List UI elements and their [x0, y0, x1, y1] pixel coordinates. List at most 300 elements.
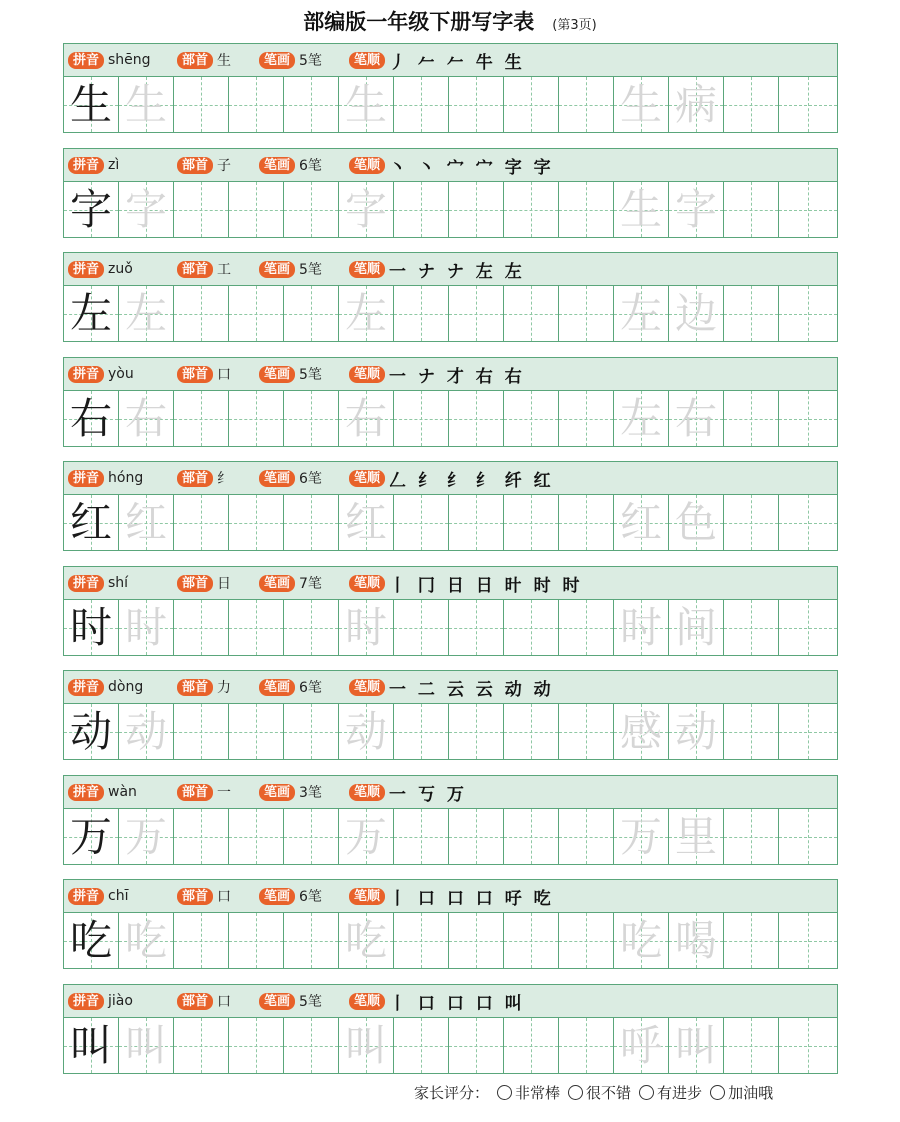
stroke-order-badge: 笔顺	[349, 679, 385, 696]
writing-cell[interactable]	[724, 286, 779, 341]
stroke-count-value: 3笔	[299, 785, 322, 801]
radio-circle-icon[interactable]	[710, 1085, 725, 1100]
rating-option-good[interactable]: 很不错	[568, 1082, 631, 1103]
model-character: 生	[69, 79, 112, 129]
trace-character: 万	[619, 811, 662, 861]
stroke-count-field	[259, 259, 322, 279]
writing-cell[interactable]	[614, 913, 669, 968]
pinyin-field	[68, 888, 128, 905]
stroke-order-value: 丨 口 口 口 叫	[389, 993, 525, 1014]
stroke-count-badge: 笔画	[259, 993, 295, 1010]
stroke-count-badge: 笔画	[259, 261, 295, 278]
character-info-bar	[64, 358, 837, 391]
writing-cell[interactable]	[669, 1018, 724, 1073]
stroke-count-field	[259, 782, 322, 802]
trace-character: 字	[674, 184, 717, 234]
stroke-count-field	[259, 677, 322, 697]
stroke-count-badge: 笔画	[259, 157, 295, 174]
writing-cell[interactable]	[284, 495, 339, 550]
stroke-order-badge: 笔顺	[349, 575, 385, 592]
writing-cell[interactable]	[174, 286, 229, 341]
pinyin-badge: 拼音	[68, 52, 104, 69]
writing-cell[interactable]	[779, 495, 837, 550]
character-block	[63, 984, 838, 1074]
trace-character: 红	[124, 497, 167, 547]
stroke-count-badge: 笔画	[259, 679, 295, 696]
writing-cell[interactable]	[559, 286, 614, 341]
character-block	[63, 670, 838, 760]
stroke-count-badge: 笔画	[259, 52, 295, 69]
pinyin-field	[68, 470, 143, 487]
radical-value: 口	[217, 994, 232, 1010]
writing-cell[interactable]	[229, 1018, 284, 1073]
pinyin-badge: 拼音	[68, 784, 104, 801]
writing-cell[interactable]	[724, 600, 779, 655]
writing-cell[interactable]	[339, 809, 394, 864]
trace-character: 万	[124, 811, 167, 861]
model-character: 叫	[69, 1020, 112, 1070]
pinyin-value: yòu	[108, 366, 134, 382]
stroke-order-field	[349, 675, 554, 700]
writing-cell[interactable]	[779, 809, 837, 864]
pinyin-field	[68, 784, 137, 801]
radical-badge: 部首	[177, 888, 213, 905]
trace-character: 红	[619, 497, 662, 547]
writing-cell[interactable]	[449, 1018, 504, 1073]
stroke-order-badge: 笔顺	[349, 52, 385, 69]
writing-cell[interactable]	[614, 495, 669, 550]
writing-cell[interactable]	[119, 391, 174, 446]
writing-cell[interactable]	[669, 809, 724, 864]
model-character: 右	[69, 393, 112, 443]
writing-cell[interactable]	[504, 391, 559, 446]
writing-cell[interactable]	[284, 704, 339, 759]
writing-grid	[64, 1018, 837, 1073]
writing-cell[interactable]	[504, 1018, 559, 1073]
trace-character: 万	[344, 811, 387, 861]
trace-character: 左	[619, 288, 662, 338]
writing-cell[interactable]	[64, 286, 119, 341]
writing-cell[interactable]	[284, 182, 339, 237]
writing-cell[interactable]	[394, 391, 449, 446]
stroke-order-badge: 笔顺	[349, 157, 385, 174]
stroke-order-field	[349, 884, 554, 909]
model-character: 动	[69, 706, 112, 756]
pinyin-value: jiào	[108, 993, 133, 1009]
trace-character: 字	[344, 184, 387, 234]
writing-cell[interactable]	[119, 286, 174, 341]
pinyin-badge: 拼音	[68, 679, 104, 696]
writing-cell[interactable]	[119, 1018, 174, 1073]
trace-character: 红	[344, 497, 387, 547]
radio-circle-icon[interactable]	[497, 1085, 512, 1100]
writing-cell[interactable]	[559, 77, 614, 132]
writing-cell[interactable]	[394, 77, 449, 132]
trace-character: 字	[124, 184, 167, 234]
writing-cell[interactable]	[559, 391, 614, 446]
pinyin-badge: 拼音	[68, 575, 104, 592]
page-title: 部编版一年级下册写字表	[303, 9, 535, 34]
radical-field	[177, 468, 231, 488]
writing-cell[interactable]	[614, 391, 669, 446]
trace-character: 呼	[619, 1020, 662, 1070]
writing-cell[interactable]	[504, 913, 559, 968]
writing-cell[interactable]	[174, 704, 229, 759]
writing-cell[interactable]	[724, 77, 779, 132]
writing-cell[interactable]	[64, 77, 119, 132]
stroke-count-field	[259, 886, 322, 906]
writing-cell[interactable]	[284, 77, 339, 132]
pinyin-value: zì	[108, 157, 120, 173]
trace-character: 生	[619, 184, 662, 234]
writing-cell[interactable]	[449, 77, 504, 132]
trace-character: 病	[674, 79, 717, 129]
writing-cell[interactable]	[119, 809, 174, 864]
writing-cell[interactable]	[284, 1018, 339, 1073]
writing-cell[interactable]	[284, 391, 339, 446]
writing-cell[interactable]	[64, 809, 119, 864]
writing-cell[interactable]	[339, 286, 394, 341]
writing-cell[interactable]	[449, 809, 504, 864]
trace-character: 吃	[619, 915, 662, 965]
writing-cell[interactable]	[724, 704, 779, 759]
writing-cell[interactable]	[229, 286, 284, 341]
writing-cell[interactable]	[229, 704, 284, 759]
writing-cell[interactable]	[339, 704, 394, 759]
radical-field	[177, 155, 231, 175]
writing-cell[interactable]	[614, 286, 669, 341]
writing-cell[interactable]	[449, 391, 504, 446]
stroke-count-field	[259, 155, 322, 175]
stroke-count-badge: 笔画	[259, 366, 295, 383]
writing-cell[interactable]	[779, 600, 837, 655]
writing-cell[interactable]	[394, 182, 449, 237]
writing-grid	[64, 77, 837, 132]
stroke-order-field	[349, 48, 525, 73]
writing-cell[interactable]	[119, 704, 174, 759]
pinyin-field	[68, 679, 143, 696]
writing-cell[interactable]	[504, 600, 559, 655]
writing-cell[interactable]	[174, 182, 229, 237]
writing-cell[interactable]	[119, 182, 174, 237]
radical-value: 纟	[217, 471, 232, 487]
stroke-count-badge: 笔画	[259, 575, 295, 592]
pinyin-field	[68, 52, 151, 69]
writing-cell[interactable]	[64, 495, 119, 550]
writing-cell[interactable]	[669, 286, 724, 341]
writing-cell[interactable]	[504, 286, 559, 341]
character-info-bar	[64, 253, 837, 286]
writing-cell[interactable]	[449, 182, 504, 237]
writing-cell[interactable]	[284, 600, 339, 655]
writing-cell[interactable]	[559, 600, 614, 655]
trace-character: 时	[124, 602, 167, 652]
parent-rating	[414, 1082, 773, 1103]
writing-cell[interactable]	[449, 600, 504, 655]
radical-value: 子	[217, 158, 232, 174]
writing-cell[interactable]	[614, 600, 669, 655]
writing-cell[interactable]	[339, 495, 394, 550]
writing-cell[interactable]	[339, 391, 394, 446]
writing-cell[interactable]	[504, 182, 559, 237]
writing-cell[interactable]	[724, 391, 779, 446]
pinyin-badge: 拼音	[68, 157, 104, 174]
writing-cell[interactable]	[449, 286, 504, 341]
writing-cell[interactable]	[229, 495, 284, 550]
stroke-count-value: 6笔	[299, 889, 322, 905]
writing-cell[interactable]	[559, 182, 614, 237]
page-header	[0, 0, 900, 36]
writing-cell[interactable]	[449, 913, 504, 968]
stroke-count-field	[259, 991, 322, 1011]
character-info-bar	[64, 44, 837, 77]
stroke-count-value: 5笔	[299, 262, 322, 278]
writing-cell[interactable]	[669, 391, 724, 446]
stroke-order-field	[349, 989, 525, 1014]
writing-cell[interactable]	[504, 809, 559, 864]
writing-cell[interactable]	[614, 809, 669, 864]
radical-value: 生	[217, 53, 232, 69]
radical-field	[177, 364, 231, 384]
pinyin-badge: 拼音	[68, 470, 104, 487]
writing-cell[interactable]	[779, 913, 837, 968]
stroke-order-field	[349, 362, 525, 387]
radical-value: 口	[217, 367, 232, 383]
writing-cell[interactable]	[779, 1018, 837, 1073]
writing-cell[interactable]	[559, 704, 614, 759]
writing-cell[interactable]	[284, 286, 339, 341]
writing-grid	[64, 809, 837, 864]
stroke-count-value: 6笔	[299, 471, 322, 487]
trace-character: 感	[619, 706, 662, 756]
rating-option-excellent[interactable]: 非常棒	[497, 1082, 560, 1103]
writing-cell[interactable]	[614, 77, 669, 132]
writing-cell[interactable]	[339, 600, 394, 655]
trace-character: 动	[344, 706, 387, 756]
writing-cell[interactable]	[174, 600, 229, 655]
writing-cell[interactable]	[64, 600, 119, 655]
stroke-count-field	[259, 573, 322, 593]
writing-cell[interactable]	[504, 495, 559, 550]
radical-value: 口	[217, 889, 232, 905]
writing-cell[interactable]	[669, 600, 724, 655]
trace-character: 吃	[124, 915, 167, 965]
stroke-order-value: 丨 口 口 口 吇 吃	[389, 888, 554, 909]
writing-cell[interactable]	[669, 77, 724, 132]
pinyin-value: dòng	[108, 679, 144, 695]
trace-character: 间	[674, 602, 717, 652]
stroke-order-value: 丶 丶 宀 宀 字 字	[389, 157, 554, 178]
radical-badge: 部首	[177, 470, 213, 487]
radical-badge: 部首	[177, 575, 213, 592]
writing-cell[interactable]	[449, 704, 504, 759]
pinyin-badge: 拼音	[68, 888, 104, 905]
model-character: 时	[69, 602, 112, 652]
character-info-bar	[64, 985, 837, 1018]
trace-character: 生	[124, 79, 167, 129]
writing-cell[interactable]	[394, 913, 449, 968]
writing-cell[interactable]	[779, 704, 837, 759]
writing-grid	[64, 182, 837, 237]
writing-cell[interactable]	[614, 704, 669, 759]
writing-cell[interactable]	[174, 77, 229, 132]
character-info-bar	[64, 149, 837, 182]
model-character: 吃	[69, 915, 112, 965]
writing-cell[interactable]	[64, 1018, 119, 1073]
writing-cell[interactable]	[394, 704, 449, 759]
radical-badge: 部首	[177, 261, 213, 278]
writing-cell[interactable]	[284, 809, 339, 864]
pinyin-field	[68, 366, 134, 383]
rating-option-improved[interactable]: 有进步	[639, 1082, 702, 1103]
stroke-count-badge: 笔画	[259, 470, 295, 487]
writing-cell[interactable]	[119, 913, 174, 968]
stroke-order-field	[349, 153, 554, 178]
writing-grid	[64, 913, 837, 968]
radical-field	[177, 677, 231, 697]
writing-cell[interactable]	[724, 182, 779, 237]
pinyin-field	[68, 261, 133, 278]
radical-badge: 部首	[177, 157, 213, 174]
writing-cell[interactable]	[284, 913, 339, 968]
stroke-order-badge: 笔顺	[349, 888, 385, 905]
writing-cell[interactable]	[64, 704, 119, 759]
writing-grid	[64, 600, 837, 655]
character-block	[63, 879, 838, 969]
trace-character: 叫	[124, 1020, 167, 1070]
writing-cell[interactable]	[724, 495, 779, 550]
stroke-count-value: 6笔	[299, 680, 322, 696]
writing-cell[interactable]	[339, 1018, 394, 1073]
writing-cell[interactable]	[779, 182, 837, 237]
stroke-order-field	[349, 780, 467, 805]
writing-cell[interactable]	[394, 600, 449, 655]
writing-cell[interactable]	[449, 495, 504, 550]
writing-cell[interactable]	[559, 913, 614, 968]
pinyin-value: wàn	[108, 784, 137, 800]
trace-character: 右	[124, 393, 167, 443]
character-info-bar	[64, 776, 837, 809]
radical-badge: 部首	[177, 679, 213, 696]
writing-cell[interactable]	[174, 913, 229, 968]
pinyin-field	[68, 157, 119, 174]
page-number: (第3页)	[552, 18, 597, 33]
pinyin-badge: 拼音	[68, 993, 104, 1010]
writing-cell[interactable]	[559, 495, 614, 550]
stroke-count-value: 5笔	[299, 367, 322, 383]
writing-cell[interactable]	[779, 286, 837, 341]
character-block	[63, 252, 838, 342]
radical-value: 力	[217, 680, 232, 696]
writing-cell[interactable]	[229, 913, 284, 968]
stroke-order-value: 丿 𠂉 𠂉 牛 生	[389, 52, 525, 73]
writing-cell[interactable]	[174, 1018, 229, 1073]
writing-cell[interactable]	[229, 182, 284, 237]
writing-cell[interactable]	[64, 391, 119, 446]
trace-character: 色	[674, 497, 717, 547]
writing-cell[interactable]	[724, 1018, 779, 1073]
stroke-count-value: 7笔	[299, 576, 322, 592]
writing-cell[interactable]	[779, 77, 837, 132]
writing-cell[interactable]	[724, 809, 779, 864]
trace-character: 边	[674, 288, 717, 338]
radical-badge: 部首	[177, 993, 213, 1010]
writing-cell[interactable]	[559, 1018, 614, 1073]
writing-cell[interactable]	[669, 913, 724, 968]
writing-cell[interactable]	[119, 495, 174, 550]
writing-cell[interactable]	[64, 182, 119, 237]
writing-cell[interactable]	[229, 391, 284, 446]
stroke-order-badge: 笔顺	[349, 470, 385, 487]
writing-cell[interactable]	[119, 600, 174, 655]
rating-option-keep-going[interactable]: 加油哦	[710, 1082, 773, 1103]
trace-character: 时	[344, 602, 387, 652]
writing-cell[interactable]	[559, 809, 614, 864]
writing-cell[interactable]	[724, 913, 779, 968]
character-info-bar	[64, 567, 837, 600]
writing-cell[interactable]	[614, 1018, 669, 1073]
stroke-order-field	[349, 571, 583, 596]
writing-cell[interactable]	[119, 77, 174, 132]
character-block	[63, 461, 838, 551]
character-block	[63, 566, 838, 656]
radio-circle-icon[interactable]	[568, 1085, 583, 1100]
radical-value: 工	[217, 262, 232, 278]
writing-cell[interactable]	[394, 1018, 449, 1073]
stroke-count-field	[259, 50, 322, 70]
writing-cell[interactable]	[669, 495, 724, 550]
writing-cell[interactable]	[504, 704, 559, 759]
model-character: 字	[69, 184, 112, 234]
writing-cell[interactable]	[504, 77, 559, 132]
pinyin-value: chī	[108, 888, 129, 904]
stroke-count-value: 5笔	[299, 53, 322, 69]
radical-value: 一	[217, 785, 232, 801]
trace-character: 动	[124, 706, 167, 756]
writing-cell[interactable]	[174, 391, 229, 446]
writing-cell[interactable]	[229, 809, 284, 864]
writing-cell[interactable]	[779, 391, 837, 446]
writing-cell[interactable]	[614, 182, 669, 237]
writing-cell[interactable]	[229, 600, 284, 655]
writing-cell[interactable]	[339, 77, 394, 132]
character-block	[63, 775, 838, 865]
radio-circle-icon[interactable]	[639, 1085, 654, 1100]
writing-cell[interactable]	[339, 913, 394, 968]
trace-character: 左	[344, 288, 387, 338]
model-character: 红	[69, 497, 112, 547]
writing-cell[interactable]	[394, 286, 449, 341]
radical-badge: 部首	[177, 366, 213, 383]
writing-cell[interactable]	[174, 809, 229, 864]
writing-cell[interactable]	[339, 182, 394, 237]
model-character: 万	[69, 811, 112, 861]
model-character: 左	[69, 288, 112, 338]
stroke-order-value: 丨 冂 日 日 旪 时 时	[389, 575, 583, 596]
stroke-count-value: 6笔	[299, 158, 322, 174]
writing-cell[interactable]	[229, 77, 284, 132]
writing-cell[interactable]	[669, 704, 724, 759]
writing-cell[interactable]	[394, 495, 449, 550]
writing-cell[interactable]	[394, 809, 449, 864]
trace-character: 生	[344, 79, 387, 129]
stroke-count-badge: 笔画	[259, 784, 295, 801]
stroke-count-badge: 笔画	[259, 888, 295, 905]
writing-cell[interactable]	[174, 495, 229, 550]
stroke-order-badge: 笔顺	[349, 261, 385, 278]
writing-cell[interactable]	[669, 182, 724, 237]
writing-cell[interactable]	[64, 913, 119, 968]
